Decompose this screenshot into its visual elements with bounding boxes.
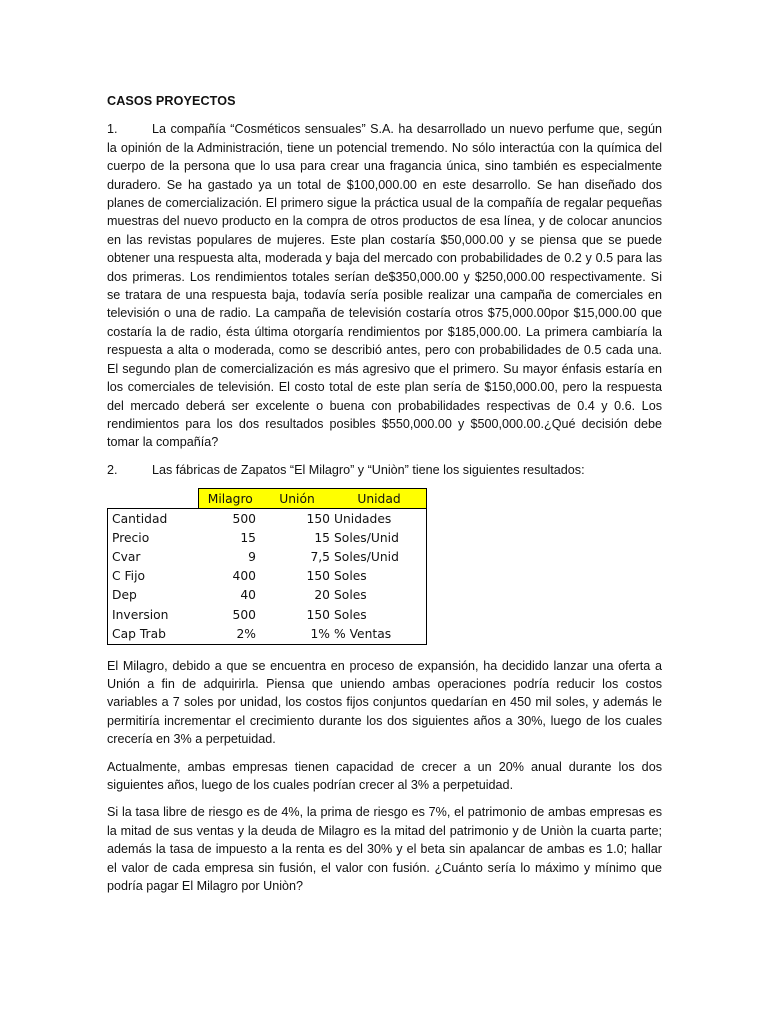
results-table bbox=[107, 488, 427, 645]
table-cell-label: C Fijo bbox=[108, 567, 199, 586]
table-body bbox=[108, 509, 427, 644]
case-2 bbox=[107, 461, 662, 479]
case-2-body: Las fábricas de Zapatos “El Milagro” y “Uniòn” tiene los siguientes resultados: bbox=[152, 462, 585, 477]
table-row bbox=[108, 624, 427, 644]
table-row bbox=[108, 509, 427, 529]
table-cell-union: 15 bbox=[314, 530, 330, 545]
table-cell-milagro: 9 bbox=[248, 550, 256, 565]
table-cell-union: 20 bbox=[314, 588, 330, 603]
table-cell-label: Cap Trab bbox=[108, 624, 199, 644]
table-cell-milagro: 2% bbox=[198, 624, 262, 644]
table-row bbox=[108, 548, 427, 567]
table-row bbox=[108, 605, 427, 624]
case-2-number: 2. bbox=[107, 462, 118, 477]
case-2-text bbox=[107, 461, 662, 479]
table-row bbox=[108, 586, 427, 605]
table-cell-label: Cantidad bbox=[108, 509, 199, 529]
document-title: CASOS PROYECTOS bbox=[107, 94, 236, 108]
table-cell-unidad: Soles/Unid bbox=[332, 529, 427, 548]
paragraph-growth: Actualmente, ambas empresas tienen capacidad de crecer a un 20% anual durante los dos siguientes años, luego de los cuales podrían crecer al 3% a perpetuidad. bbox=[107, 759, 662, 793]
table-cell-label: Cvar bbox=[108, 548, 199, 567]
table-cell-unidad: Unidades bbox=[332, 509, 427, 529]
table-header-unidad: Unidad bbox=[332, 489, 427, 509]
table-cell-unidad: Soles bbox=[332, 605, 427, 624]
table-header-row bbox=[108, 489, 427, 509]
table-cell-union: 150 bbox=[262, 509, 332, 529]
table-cell-milagro: 400 bbox=[232, 569, 256, 584]
case-1-body: La compañía “Cosméticos sensuales” S.A. ha desarrollado un nuevo perfume que, según la opinión de la Administración, tiene un potencial tremendo. No sólo interactúa con la química del cuerpo de la persona que lo usa para crear una fragancia única, sino también es especialmente duradero. Se ha gastado ya un total de $100,000.00 en este desarrollo. Se han diseñado dos planes de comercialización. El primero sigue la práctica usual de la compañía de regalar pequeñas muestras del nuevo producto en la compra de otros productos de esa línea, y de colocar anuncios en las revistas populares de mujeres. Este plan costaría $50,000.00 y se piensa que se puede obtener una respuesta alta, moderada y baja del mercado con probabilidades de 0.2 y 0.5 para las dos primeras. Los rendimientos totales serían de$350,000.00 y $250,000.00 respectivamente. Si se tratara de una respuesta baja, todavía sería posible realizar una campaña de comerciales en televisión o una de radio. La campaña de televisión costaría otros $75,000.00por $15,000.00 que costaría la de radio, ésta última otorgaría rendimientos por $185,000.00. La primera cambiaría la respuesta a alta o moderada, como se describió antes, pero con probabilidades de 0.5 cada una. El segundo plan de comercialización es más agresivo que el primero. Su mayor énfasis estaría en los comerciales de televisión. El costo total de este plan sería de $150,000.00, pero la respuesta del mercado deberá ser excelente o buena con probabilidades respectivas de 0.4 y 0.6. Los rendimientos para los dos resultados posibles $550,000.00 y $500,000.00.¿Qué decisión debe tomar la compañía? bbox=[107, 122, 662, 450]
table-row bbox=[108, 567, 427, 586]
table-cell-milagro: 500 bbox=[232, 607, 256, 622]
table-cell-unidad: % Ventas bbox=[332, 624, 427, 644]
paragraph-question: Si la tasa libre de riesgo es de 4%, la prima de riesgo es 7%, el patrimonio de ambas empresas es la mitad de sus ventas y la deuda de Milagro es la mitad del patrimonio y de Uniòn la cuarta parte; además la tasa de impuesto a la renta es del 30% y el beta sin apalancar de ambas es 1.0; hallar el valor de cada empresa sin fusión, el valor con fusión. ¿Cuánto sería lo máximo y mínimo que podría pagar El Milagro por Uniòn? bbox=[107, 805, 662, 894]
table-cell-label: Dep bbox=[108, 586, 199, 605]
table-header-milagro: Milagro bbox=[198, 489, 262, 509]
table-cell-milagro: 500 bbox=[198, 509, 262, 529]
table-cell-milagro: 40 bbox=[240, 588, 256, 603]
case-1-text bbox=[107, 120, 662, 451]
document-page bbox=[107, 92, 662, 905]
table-cell-union: 150 bbox=[306, 607, 330, 622]
table-cell-label: Inversion bbox=[108, 605, 199, 624]
table-cell-union: 7,5 bbox=[310, 550, 330, 565]
table-cell-unidad: Soles bbox=[332, 567, 427, 586]
table-cell-unidad: Soles bbox=[332, 586, 427, 605]
table-cell-union: 150 bbox=[306, 569, 330, 584]
table-header-union: Unión bbox=[262, 489, 332, 509]
case-1-number: 1. bbox=[107, 122, 118, 137]
table-cell-union: 1% bbox=[262, 624, 332, 644]
table-cell-label: Precio bbox=[108, 529, 199, 548]
table-cell-unidad: Soles/Unid bbox=[332, 548, 427, 567]
table-header-blank bbox=[108, 489, 199, 509]
table-cell-milagro: 15 bbox=[240, 530, 256, 545]
paragraph-expansion: El Milagro, debido a que se encuentra en proceso de expansión, ha decidido lanzar una oferta a Unión a fin de adquirirla. Piensa que uniendo ambas operaciones podría reducir los costos variables a 7 soles por unidad, los costos fijos conjuntos quedarían en 450 mil soles, y además le permitiría incrementar el crecimiento durante los dos siguientes años a 30%, luego de los cuales crecería en 3% a perpetuidad. bbox=[107, 658, 662, 747]
case-1 bbox=[107, 120, 662, 451]
table-row bbox=[108, 529, 427, 548]
